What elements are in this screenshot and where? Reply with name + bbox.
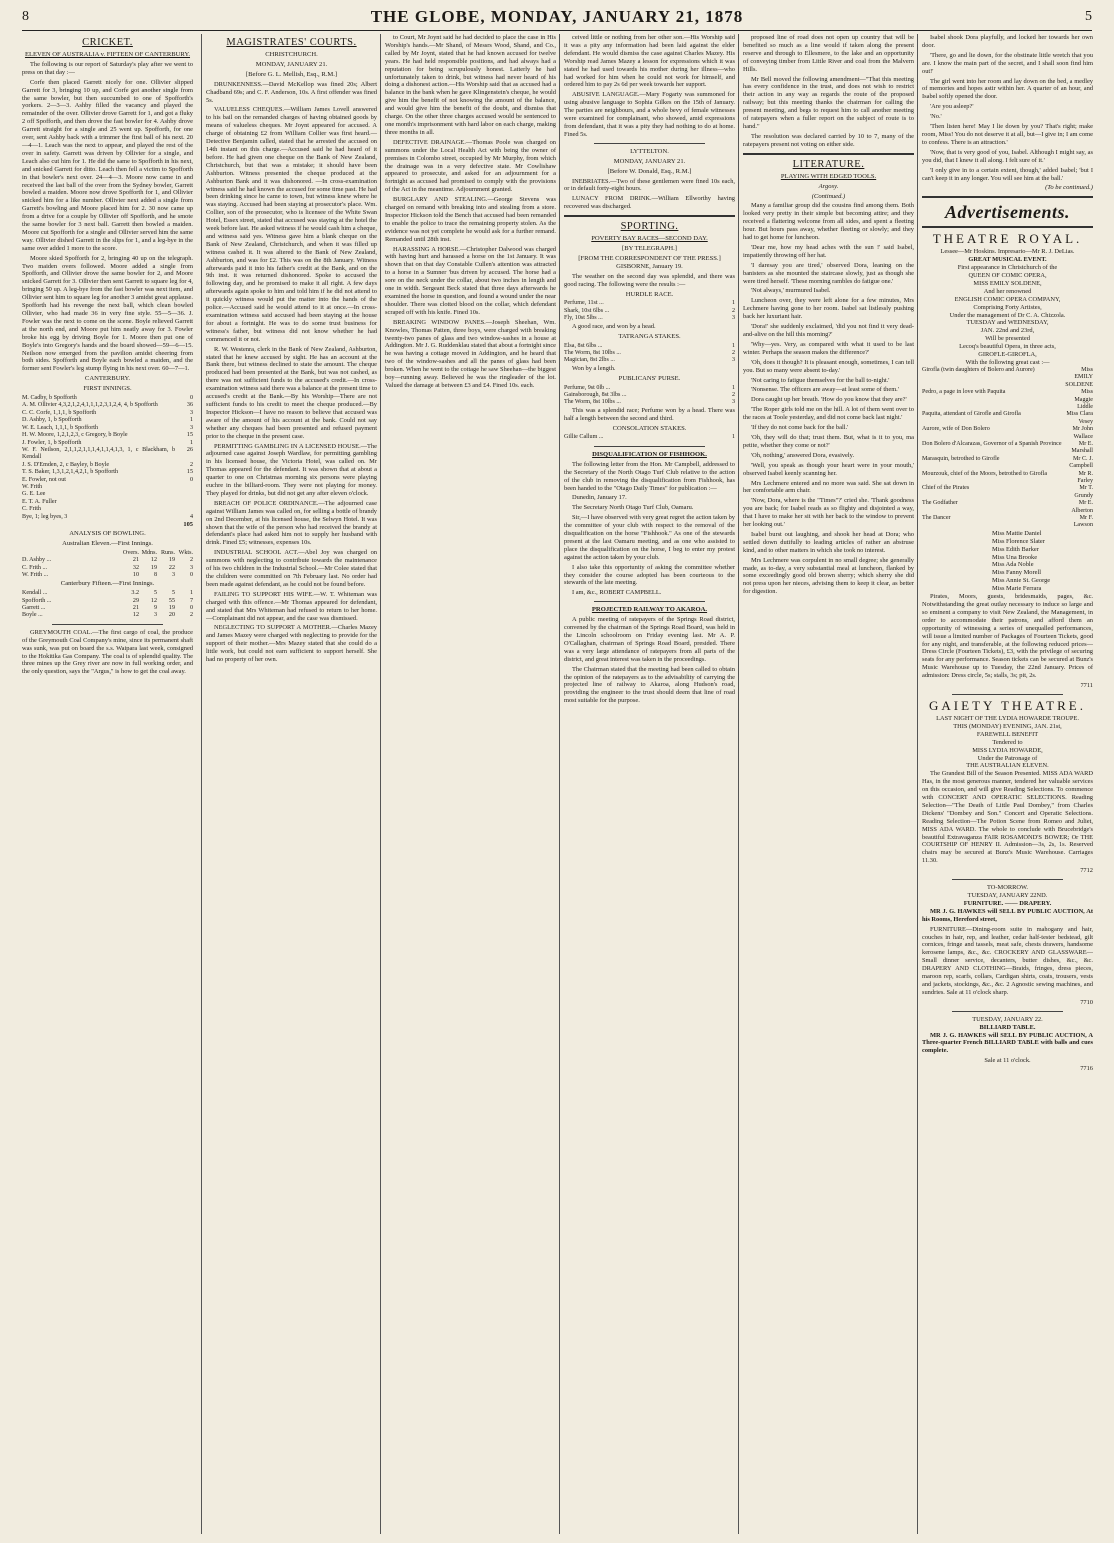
gaiety-line: LAST NIGHT OF THE LYDIA HOWARDE TROUPE.: [936, 714, 1079, 722]
bowling-analysis-table-2: [22, 590, 193, 620]
batsman-row: D. Ashby, 1, b Spofforth 1: [22, 417, 193, 424]
theatre-line: With the following great cast :—: [965, 359, 1050, 366]
theatre-line: Lecoq's beautiful Opera, in three acts,: [959, 343, 1056, 351]
story-paragraph: 'Well, you speak as though your heart were in your mouth,' observed Isabel keenly scanning her.: [743, 461, 914, 477]
letter-paragraph: Dunedin, January 17.: [572, 494, 627, 502]
race-3-title: PUBLICANS' PURSE.: [618, 374, 681, 382]
divider: [952, 1011, 1063, 1012]
divider: [743, 153, 914, 155]
hawkes-auction-1: MR J. G. HAWKES will SELL BY PUBLIC AUCTION, At his Rooms, Hereford street,: [922, 907, 1093, 923]
cast-row: Paquita, attendant of Girofle and Girofla Miss Clara Vesey: [922, 411, 1093, 425]
race-3-note: This was a splendid race; Perfume won by a head. There was half a length between the second and third.: [564, 406, 735, 422]
divider: [952, 694, 1063, 695]
batsman-row: A. M. Ollivier 4,3,2,1,2,4,1,1,1,2,3,1,2,4, 4, b Spofforth 36: [22, 402, 193, 409]
court-case-paragraph: BREACH OF POLICE ORDINANCE.—The adjourned case against William James was called on, for selling a bottle of brandy on 2nd December, at his licensed house, the Selwyn Hotel. It was shown that the wife of the person who had received the brandy at defendant's place had asked him not to supply her husband with drink. Fined £5; witnesses, expenses 10s.: [206, 499, 377, 547]
bowler-row: Spofforth ... 29 12 55 7: [22, 597, 193, 604]
court-case-paragraph: R. W. Westenra, clerk in the Bank of New Zealand, Ashburton, stated that he knew accused by sight. He has an account at the Bank there, but witness declined to state the amount. The cheque produced had been presented at the Bank, but was not cashed, as there was not sufficient funds to the accused's credit.—In cross-examination witness said there was a balance at the present time to accused's credit at the Bank.—By his Worship—There are not sufficient funds to his credit to meet the cheque produced.—By Inspector Hickson—I have no reason to believe that accused was aware of the amount of his account at the bank. Could not say whether any cheques had been presented and refused payment prior to the cheque in the present case.: [206, 345, 377, 440]
race-result-row: Perfume, 9st 0lb ... 1: [564, 384, 735, 391]
cast-row: Aurore, wife of Don Bolero Mr John Wallace: [922, 426, 1093, 440]
scorecard-table: [22, 395, 193, 521]
story-paragraph: Many a familiar group did the cousins find among them. Both looked very pretty in their simple but becoming attire; and they received a flattering welcome from all sides, and spent a fleeting hour. But hours pass away, whether fleeting or slowly; and they had to get home for luncheon.: [743, 202, 914, 242]
analysis-title: ANALYSIS OF BOWLING.: [69, 529, 146, 537]
sporting-heading: SPORTING.: [620, 221, 679, 233]
tuesday-label: TUESDAY, JANUARY 22ND.: [967, 892, 1048, 899]
analysis2-subtitle: Canterbury Fifteen.—First Innings.: [60, 580, 155, 588]
column-4: [559, 34, 735, 1534]
column-3: [380, 34, 556, 1534]
cousin-actress: Miss Marie Ferrara: [992, 585, 1042, 593]
story-title: PLAYING WITH EDGED TOOLS.: [780, 172, 877, 180]
gaiety-line: FAREWELL BENEFIT: [976, 730, 1039, 738]
court-case-paragraph: to Court, Mr Joynt said he had decided to place the case in His Worship's hands.—Mr Shand, of Messrs Wood, Shand, and Co., called by Mr Joynt, stated that he had known accused for twelve years. He had held responsible positions, and had always had a reputation for being scrupulously honest. Latterly he had unfortunately taken to drink, but witness had never heard of his doing a dishonest action.—His Worship said that as accused had a balance in the bank when he gave Klingenstein's cheque, he would give him the benefit of not knowing the amount of the balance, and would give him the benefit of the doubt, and dismiss that charge. On the other three charges accused would be sentenced to one month's imprisonment with hard labor on each charge, making three months in all.: [385, 34, 556, 136]
hawkes-auction-2: MR J. G. HAWKES will SELL BY PUBLIC AUCTION, A Three-quarter French BILLIARD TABLE with balls and cues complete.: [922, 1031, 1093, 1055]
letter-paragraph: Sir,—I have observed with very great regret the action taken by the committee of your club with respect to the removal of the disqualification on the horse "Fishhook." As one of the stewards present at the last Oamaru meeting, and as one who assisted to place the disqualification on the horse, I beg to enter my protest against the action taken by your club.: [564, 514, 735, 561]
theatre-royal-details: [922, 264, 1093, 367]
batsman-row: E. Fowler, not out 0: [22, 476, 193, 483]
column-cricket: [22, 34, 193, 1534]
court-case-paragraph: NEGLECTING TO SUPPORT A MOTHER.—Charles Mazey and James Mazey were charged with neglecting to provide for the support of their mother.—Mrs Mazey stated that she could do a little work, but could not earn sufficient to support herself. She had no property of her own.: [206, 624, 377, 664]
story-paragraph: Luncheon over, they were left alone for a few minutes, Mrs Lechmere having gone to her room. Isabel sat listlessly pushing back her luxuriant hair.: [743, 297, 914, 321]
theatre-line: JAN. 22nd and 23rd,: [980, 327, 1035, 335]
story-paragraph: 'I daresay you are tired,' observed Dora, leaning on the banisters as she mounted the staircase slowly, just as though she were tired herself. 'These morning rambles do fatigue one.': [743, 261, 914, 285]
cricket-subheading: ELEVEN OF AUSTRALIA v. FIFTEEN OF CANTERBURY.: [24, 51, 191, 58]
theatre-event: GREAT MUSICAL EVENT.: [968, 256, 1047, 264]
cast-row: The Godfather Mr E. Alberton: [922, 500, 1093, 514]
cricket-heading: CRICKET.: [82, 37, 133, 48]
bowler-row: C. Frith ... 32 19 22 3: [22, 564, 193, 571]
letter-paragraph: The Secretary North Otago Turf Club, Oamaru.: [572, 504, 694, 512]
story-source: Argosy.: [818, 182, 839, 190]
story-paragraph: 'Then listen here! May I lie down by you? That's right; make room, Miss! You do not deserve it at all, but—I give in; I am come to confess. There is an attraction.': [922, 123, 1093, 146]
court-case-paragraph: DEFECTIVE DRAINAGE.—Thomas Poole was charged on summons under the Local Health Act with being the owner of premises in Colombo street, occupied by Mr Murphy, from which the drainage was in a very defective state. Mr Cowlishaw appeared to prosecute, and asked for an adjournment for a fortnight as accused had promised to comply with the provisions of the Act in the meantime. Adjournment granted.: [385, 138, 556, 194]
story-paragraph: Mrs Lechmere entered and no more was said. She sat down in her comfortable arm chair.: [743, 479, 914, 495]
article-paragraph: The resolution was declared carried by 10 to 7, many of the ratepayers present not voting on either side.: [743, 132, 914, 148]
court-case-paragraph: INDUSTRIAL SCHOOL ACT.—Abel Joy was charged on summons with neglecting to contribute towards the maintenance of his two children in the Industrial School.—Mr Colee stated that the children were committed on 7th February last. No order had been made against defendant, as he could not be found before.: [206, 549, 377, 588]
fishhook-article: [564, 461, 735, 598]
theatre-line: GIROFLE-GIROFLA,: [978, 351, 1037, 359]
coal-paragraph: GREYMOUTH COAL.—The first cargo of coal, the produce of the Greymouth Coal Company's mine, since its permanent shaft was sunk, was put on board the s.s. Waipara last week, consigned to the Hokitika Gas Company. The coal is of splendid quality. The three mines up the Grey river are now in full working order, and the only question, says the "Argus," is how to get the coal away.: [22, 628, 193, 676]
advertisements-heading: Advertisements.: [945, 202, 1070, 223]
column-advertisements: [917, 34, 1093, 1534]
theatre-line: First appearance in Christchurch of the: [957, 264, 1058, 272]
cousin-actress: Miss Annie St. George: [992, 577, 1051, 585]
story-paragraph: Mrs Lechmere was corpulent in no small degree; she generally made, as to-day, a very substantial meal at luncheon, flanked by some exceedingly good old brown sherry; which sherry she did not press upon her nieces, advising them to keep it clear, as better for digestion.: [743, 556, 914, 596]
cast-row: Don Bolero d'Alcarazas, Governor of a Spanish Province Mr E. Marshall: [922, 440, 1093, 455]
story-paragraph: Dora caught up her breath. 'How do you know that they are?': [751, 396, 907, 404]
gaiety-line: Under the Patronage of: [977, 754, 1038, 762]
gaiety-line: THIS (MONDAY) EVENING, JAN. 21st,: [953, 722, 1062, 730]
gaiety-theatre-title: GAIETY THEATRE.: [929, 697, 1086, 713]
letter-paragraph: I am, &c., ROBERT CAMPBELL.: [572, 589, 662, 597]
article-paragraph: Mr Bell moved the following amendment—"That this meeting has every confidence in the trust, and does not wish to restrict their action in any way as regards the route of the proposed railway; but this meeting thanks the chairman for calling the present meeting, and begs to request him to call another meeting of ratepayers when a fuller report on the subject of route is to hand.": [743, 75, 914, 130]
theatre-royal-title: THEATRE ROYAL.: [932, 231, 1083, 247]
cast-row: The Dancer Mr F. Lawson: [922, 515, 1093, 529]
letter-paragraph: I also take this opportunity of asking the committee whether they consider the course adopted has been courteous to the stewards of the late meeting.: [564, 563, 735, 587]
bowler-row: Boyle ... 12 3 20 2: [22, 612, 193, 619]
cast-table: [922, 367, 1093, 530]
theatre-line: TUESDAY and WEDNESDAY,: [966, 319, 1049, 327]
court-case-paragraph: FAILING TO SUPPORT HIS WIFE.—W. T. Whiteman was charged with this offence.—Mr Thomas appeared for defendant, and stated that Mrs Whiteman had refused to return to her home.—Complainant did not appear, and the case was dismissed.: [206, 590, 377, 622]
bowler-row: Kendall ... 3.2 5 5 1: [22, 590, 193, 597]
gaiety-details: [922, 715, 1093, 770]
letter-paragraph: The following letter from the Hon. Mr Campbell, addressed to the Secretary of the North Otago Turf Club relative to the action of the club in removing the disqualification from Fishhook, has been handed to the "Otago Daily Times" for publication :—: [564, 460, 735, 492]
race-1-note: A good race, and won by a head.: [572, 322, 656, 330]
hawkes-auction-2-sale: Sale at 11 o'clock.: [984, 1057, 1031, 1065]
fishhook-heading: DISQUALIFICATION OF FISHHOOK.: [592, 450, 707, 458]
story-paragraph: 'Now, Dora, where is the "Times"?' cried she. 'Thank goodness you are back; for Isabel reads as so flighty and disjointed a way, that I have to make her sit with her back to the window to prevent her looking out.': [743, 497, 914, 529]
race-2-note: Won by a length.: [572, 364, 616, 372]
page-number-right: 5: [1085, 9, 1092, 24]
article-paragraph: The Chairman stated that the meeting had been called to obtain the opinion of the ratepayers as to the advisability of carrying the projected line of railway to Akaroa, along Hudson's road, providing the engineer to the trust should deem that line of road most suitable for the purpose.: [564, 665, 735, 705]
story-paragraph: 'Dear me, how my head aches with the sun !' said Isabel, impatiently throwing off her hat.: [743, 243, 914, 259]
race-result-row: Perfume, 11st ... 1: [564, 300, 735, 307]
billiard-heading: BILLIARD TABLE.: [979, 1023, 1036, 1031]
court-case-paragraph: BREAKING WINDOW PANES.—Joseph Sheehan, Wm. Knowles, Thomas Patten, three boys, were charged with breaking twenty-two panes of glass and two window-sashes in a house at Addington. Mr J. G. Ruddenklau stated that about a fortnight since he was having a cottage moved in Addington, and he heard that two of the window-sashes and all the panes of glass had been broken. When he went to the cottage he saw Sheehan—the biggest boy—running away. Believed he was the ringleader of the lot. Valued the damage at between £3 and £4. Fined 10s. each.: [385, 318, 556, 389]
cast-row: Mourzouk, chief of the Moors, betrothed to Girofla Mr R. Farley: [922, 470, 1093, 484]
cast-row: Pedro, a page in love with Paquita Miss Maggie Liddle: [922, 389, 1093, 410]
story-paragraph: 'Not caring to fatigue themselves for the ball to-night.': [751, 376, 890, 384]
court-case-paragraph: BURGLARY AND STEALING.—George Stevens was charged on remand with breaking into and stealing from a store. Inspector Hickson told the Bench that accused had been remanded to enable the police to trace the remaining property stolen. As the evidence was not yet complete he would ask for a further remand. Remanded until 28th inst.: [385, 196, 556, 243]
column-magistrates: [201, 34, 377, 1534]
court-case-paragraph: VALUELESS CHEQUES.—William James Lovell answered to his bail on the remanded charges of having obtained goods by means of valueless cheques. Mr Joynt appeared for accused. A charge of obtaining £2 from William Collier was first heard.—Detective Benjamin called, stated that he arrested the accused on 14th instant on this charge.—Accused said he had heard of it before. He had given one cheque on the Bank of New Zealand, Christchurch, but that was a mistake; it should have been Ashburton. Witness presented the cheque produced at the Ashburton Bank and it was dishonored. —In cross-examination witness said he had known the accused for some time past. He had been drinking since he came to town, but witness knew where he was staying. Accused had been staying at prosecutor's place. Wm. Collier, son of the prosecutor, who is licensee of the White Swan Hotel, Essex street, stated that accused was staying at the hotel the week before last. He asked witness if he would cash him a cheque, and witness said yes. Witness gave him a blank cheque on the Bank of New Zealand, Christchurch, and when it was filled up witness cashed it. It was altered to the Bank of New Zealand, Ashburton, and was for £2. This was on the 8th January. Witness afterwards paid it into his father's credit at the Bank, and on the 9th inst. it was returned dishonored. Spoke to accused the following day, and he promised to make it all right. A few days afterwards again spoke to him and told him if he did not attend to it quickly witness would put the matter into the hands of the police.—Accused said he would attend to it at once.—In cross-examination witness said accused had been staying at the house for about a fortnight. He was to do some trust business for witness's father, but witness did not know whether he had commenced it or not.: [206, 106, 377, 343]
court-case-paragraph: ceived little or nothing from her other son.—His Worship said it was a pity any information had been laid against the elder defendant. He would dismiss the case against Charles Mazey. His Worship read James Mazey a lesson for expressions which it was stated he had used towards his mother during her illness—who had worked for him when he could not work for himself, and ordered him to pay 2s 6d per week towards her support.: [564, 34, 735, 89]
to-be-continued: (To be continued.): [1045, 184, 1093, 192]
theatre-line: MISS EMILY SOLDENE,: [973, 279, 1042, 287]
race-1-title: HURDLE RACE.: [625, 290, 674, 298]
story-paragraph: 'Oh, nothing,' answered Dora, evasively.: [751, 451, 855, 459]
story-paragraph: 'Dora!' she suddenly exclaimed, 'did you not find it very dead-and-alive on the hill this morning?': [743, 323, 914, 338]
cousins-list: [922, 530, 1093, 593]
race-2-results: [564, 343, 735, 365]
story-paragraph: Isabel burst out laughing, and shook her head at Dora; who settled down dutifully to leading articles of rather an abstruse kind, and to other matters in which she took no interest.: [743, 530, 914, 554]
court-date: MONDAY, JANUARY 21.: [255, 60, 328, 68]
race-result-row: Magician, 8st 2lbs ... 3: [564, 357, 735, 364]
batsman-row: H. W. Moore, 1,2,1,2,3, c Gregory, b Boyle 15: [22, 432, 193, 439]
batsman-row: G. E. Lee: [22, 491, 46, 498]
story-paragraph: 'Why—yes. Very, as compared with what it used to be last winter. Perhaps the season makes the difference?': [743, 340, 914, 356]
telegraph-note: [BY TELEGRAPH.]: [622, 245, 677, 253]
race-result-row: Gainsborough, 8st 3lbs ... 2: [564, 391, 735, 398]
ad-number: 7710: [1080, 998, 1093, 1006]
page-number-left: 8: [22, 9, 29, 24]
cast-row: Marasquin, betrothed to Girofle Mr C. J. Campbell: [922, 455, 1093, 470]
cousin-actress: Miss Ada Noble: [992, 561, 1034, 569]
races-intro: The weather on the second day was splendid, and there was good racing. The following were the results :—: [564, 272, 735, 288]
theatre-line: QUEEN OF COMIC OPERA,: [968, 272, 1047, 280]
analysis-header-row: Overs. Mdns. Runs. Wkts.: [122, 549, 193, 556]
lyttelton-before: [Before W. Donald, Esq., R.M.]: [607, 167, 692, 175]
race-1-results: [564, 300, 735, 322]
races-heading: POVERTY BAY RACES—SECOND DAY.: [591, 235, 708, 243]
race-result-row: Elsa, 8st 6lbs ... 1: [564, 342, 735, 349]
column-3-article: [385, 34, 556, 390]
bowler-row: Garrett ... 21 9 19 0: [22, 605, 193, 612]
cricket-article: [22, 61, 193, 373]
court-case-paragraph: HARASSING A HORSE.—Christopher Dalwood was charged with having hurt and harassed a horse on the 1st January. It was shown that on that day Constable Cullen's attention was attracted to a horse in a Sumner 'bus driven by accused. The horse had a sore on the neck under the collar, about two inches in length and one in width. Sergeant Beck stated that three days afterwards he examined the horse in question, and found a wound under the near shoulder. There was clotted blood on the collar, which defendant scraped off with his knife. Fined 10s.: [385, 245, 556, 316]
tomorrow-label: TO-MORROW.: [986, 884, 1028, 892]
batsman-row: C. C. Corfe, 1,1,1, b Spofforth 3: [22, 409, 193, 416]
court-place: CHRISTCHURCH.: [265, 51, 318, 58]
column-5-article: [743, 34, 914, 149]
furniture-heading: FURNITURE. —— DRAPERY.: [963, 899, 1052, 907]
theatre-line: ENGLISH COMIC OPERA COMPANY,: [954, 295, 1061, 303]
race-4-results: [564, 434, 735, 441]
divider: [922, 226, 1093, 228]
lyttelton-article: [564, 178, 735, 212]
divider: [594, 601, 705, 602]
cast-row: Chief of the Pirates Mr T. Grundy: [922, 485, 1093, 499]
ad-number: 7711: [1080, 682, 1093, 690]
batsman-row: J. S. D'Emden, 2, c Bayley, b Boyle 2: [22, 461, 193, 468]
masthead: [22, 4, 1092, 31]
divider: [594, 446, 705, 447]
gaiety-notice: The Grandest Bill of the Season Presented. MISS ADA WARD Has, in the most generous manner, tendered her valuable services on this occasion, and will give Reading Selections. To commence with CONCERT AND OPERATIC SELECTIONS. Reading Selection—"The Death of Little Paul Dombey," from Charles Dickens' "Dombey and Son." Concert and Operatic Selections. Reading Selection—The Potion Scene from Romeo and Juliet, MISS ADA WARD. The whole to conclude with Brucebridge's beautiful Extravaganza FAIR ROSAMOND'S BOWER; Or THE COURTSHIP OF HENRY II. Admission—3s, 2s, 1s. Reserved chairs may be secured at Bunz's Music Warehouse. Carriages 11.30.: [922, 770, 1093, 865]
court-before: [Before G. L. Mellish, Esq., R.M.]: [245, 70, 338, 78]
story-paragraph: 'Now, that is very good of you, Isabel. Although I might say, as you did, that I knew it all along. I felt sure of it.': [922, 148, 1093, 164]
divider: [594, 143, 705, 144]
theatre-line: And her renowned: [983, 287, 1032, 295]
court-case-paragraph: PERMITTING GAMBLING IN A LICENSED HOUSE.—The adjourned case against Joseph Wardlaw, for permitting gambling in his licensed house, the Victoria Hotel, was called on. Mr Thomas appeared for the defendant. It was shown that at about a quarter to one on Christmas morning six persons were playing euchre in the billiard-room. They were not playing for money. They played for drinks, but did not get any after eleven o'clock.: [206, 442, 377, 497]
story-paragraph: 'If they do not come back for the ball.': [751, 424, 849, 432]
batsman-row: E. T. A. Fuller: [22, 498, 57, 505]
batsman-row: J. Fowler, 1, b Spofforth 1: [22, 439, 193, 446]
race-3-results: [564, 385, 735, 407]
story-paragraph: The girl went into her room and lay down on the bed, a medley of memories and hopes astir within her. A quarter of an hour, and Isabel softly opened the door.: [922, 77, 1093, 101]
ad-number: 7716: [1080, 1065, 1093, 1073]
story-paragraph: 'Not always,' murmured Isabel.: [751, 287, 831, 295]
story-paragraph: 'No.': [930, 113, 942, 121]
race-result-row: Fly, 10st 5lbs ... 3: [564, 315, 735, 322]
innings-subtitle: FIRST INNINGS.: [83, 385, 132, 393]
story-paragraph: Isabel shook Dora playfully, and locked her towards her own door.: [922, 34, 1093, 49]
race-2-title: TATRANGA STAKES.: [618, 332, 681, 340]
race-4-title: CONSOLATION STAKES.: [612, 424, 687, 432]
divider: [952, 879, 1063, 880]
akaroa-heading: PROJECTED RAILWAY TO AKAROA.: [591, 606, 708, 614]
court-case-paragraph: DRUNKENNESS.—David McKellop was fined 20s; Albert Chadband 69s; and C. F. Anderson, 10s. A first offender was fined 5s.: [206, 80, 377, 104]
batsman-row: T. S. Baker, 1,3,1,2,1,4,2,1, b Spofforth 15: [22, 469, 193, 476]
race-result-row: The Worm, 8st 10lbs ... 2: [564, 349, 735, 356]
race-result-row: The Worm, 8st 10lbs ... 3: [564, 399, 735, 406]
cousin-actress: Miss Edith Barker: [992, 545, 1039, 553]
analysis-subtitle: Australian Eleven.—First Innings.: [62, 539, 153, 547]
race-result-row: Shark, 10st 6lbs ... 2: [564, 307, 735, 314]
cousin-actress: Miss Una Brooke: [992, 553, 1038, 561]
batsman-row: C. Frith: [22, 506, 41, 513]
lyttelton-heading: LYTTELTON.: [630, 147, 669, 155]
court-case-paragraph: LUNACY FROM DRINK.—William Ellworthy having recovered was discharged.: [564, 195, 735, 211]
cast-row: Girofla (twin daughters of Bolero and Aurore) Miss EMILY SOLDENE: [922, 366, 1093, 388]
theatre-line: Comprising Forty Artistes,: [973, 303, 1042, 311]
story-paragraph: 'I only give in to a certain extent, though,' added Isabel; 'but I can't keep it in any longer. You will see him at the ball.': [922, 166, 1093, 182]
race-result-row: Gillie Callum ... 1: [564, 434, 735, 441]
court-case-paragraph: ABUSIVE LANGUAGE.—Mary Fogarty was summoned for using abusive language to Sophia Gilkes on the 15th of January. The parties are neighbours, and a whole bevy of female witnesses were examined for complainant, who showed, amid expressions from defendant, that it was a pity they had nothing to do at home. Fined 5s.: [564, 91, 735, 138]
batsman-row: M. Cadby, b Spofforth 0: [22, 395, 193, 402]
cousin-actress: Miss Fanny Morell: [992, 569, 1041, 577]
article-paragraph: proposed line of road does not open up country that will be benefited so much as a line would if taken along the present reserve and through to Ellesmere, to the lake and an opportunity of conveying timber from Little River and coal from the Malvern Hills.: [743, 34, 914, 73]
newspaper-title: THE GLOBE, MONDAY, JANUARY 21, 1878: [370, 7, 744, 26]
gaiety-line: Tendered to: [992, 738, 1023, 746]
article-paragraph: Corfe then placed Garrett nicely for one. Ollivier slipped Garrett for 3, bringing 10 up, and Corfe got another single from the same bowler, but then succumbed to one of Spofforth's yorkers. 2—3—3. Ashby filled the vacancy and played the remainder of the over. Ollivier drove Garrett for 1, and got a fluky 2 off Spofforth, and then drove the fast bowler for 4. Ashby drove Garrett straight for a single and 25 went up. Spofforth, for one over, sent Ashby back with a trimmer the first ball of his next. 20—4—1. Leach was the next to appear, and played the rest of the over in safety. Garrett was driven by Ollivier for a single, and Leach also cut him for 1. He did the same to Spofforth in his next, and snicked Garrett for ditto. Leach then fell a victim to Spofforth in that bowler's next over. 24—4—3. Moore now came in and received the last ball of the over from the Sydney bowler, Garrett bowled a maiden. Moore now drove Spofforth for 1, and Ollivier snicked him for a like number. Ollivier next added a single from Garrett's bowling and Moore placed him for 2. 30 now came up from a drive for a couple by Ollivier off Spofforth, and he smote the same bowler for 3 next ball. Garrett then bowled a maiden. Moore cut Spofforth for a single and Ollivier served him the same way. Ollivier dished Garrett in the slips for 1, and a leg-bye in the same over added 1 more to the score.: [22, 78, 193, 252]
tuesday-label-2: TUESDAY, JANUARY 22.: [972, 1015, 1043, 1023]
theatre-line: Under the management of Dr C. A. Chizzola.: [949, 311, 1066, 319]
story-paragraph: 'Oh, they will do that; trust them. But, what is it to you, ma petite, whether they come or not?': [743, 433, 914, 449]
story-body: [743, 202, 914, 596]
story-paragraph: 'Nonsense. The officers are away—at least some of them.': [751, 386, 899, 394]
story-paragraph: 'Oh, does it though? It is pleasant enough, sometimes, I can tell you. But so many were absent to-day.': [743, 358, 914, 374]
divider: [564, 215, 735, 217]
lyttelton-date: MONDAY, JANUARY 21.: [613, 157, 686, 165]
hawkes-auction-1-body: FURNITURE—Dining-room suite in mahogany and hair, couches in hair, rep, and leather, cedar half-tester bedstead, gilt cornices, fringe and tassels, meat safe, chests drawers, handsome kerosene lamps, &c., &c. CROCKERY AND GLASSWARE—Small dinner service, decanters, butter dishes, &c., &c. DRAPERY AND CLOTHING—Braids, fringes, dress pieces, maroon rep, scarfs, collars, Cardigan shirts, coats, trousers, vests and jackets, stockings, &c., &c. 2 Agnostic sewing machines, and sundries. Sale at 11 o'clock sharp.: [922, 925, 1093, 996]
story-continued: (Continued.): [811, 192, 846, 200]
magistrates-heading: MAGISTRATES' COURTS.: [226, 37, 357, 48]
batsman-row: W. F. Neilson, 2,1,1,2,1,1,1,4,1,1,4,1,3, 1, c Blackham, b Kendall 26: [22, 446, 193, 461]
story-ending: [922, 34, 1093, 182]
cousin-actress: Miss Mattie Daniel: [992, 529, 1042, 537]
article-paragraph: The following is our report of Saturday's play after we went to press on that day :—: [22, 60, 193, 76]
batsman-row: W. E. Leach, 1,1,1, b Spofforth 3: [22, 424, 193, 431]
story-paragraph: 'There, go and lie down, for the obstinate little wretch that you are. I know the main part of the secret, and I shall soon find him out!': [922, 51, 1093, 75]
batsman-row: Bye, 1; leg byes, 3 4: [22, 513, 193, 520]
column-5: [738, 34, 914, 1534]
theatre-lessee: Lessee—Mr Hoskins. Impresario—Mr R. J. DeLias.: [940, 248, 1075, 256]
literature-heading: LITERATURE.: [792, 158, 865, 170]
court-case-paragraph: INEBRIATES.—Two of these gentlemen were fined 10s each, or in default forty-eight hours.: [564, 177, 735, 193]
story-paragraph: 'Are you asleep?': [930, 103, 974, 111]
story-paragraph: 'The Roper girls told me on the hill. A lot of them went over to the races at Toole yesterday, and did not come back last night.': [743, 406, 914, 422]
ad-number: 7712: [1080, 867, 1093, 875]
article-paragraph: Moore skied Spofforth for 2, bringing 40 up on the telegraph. Two maiden overs followed. Moore added a single from Spofforth, and Ollivier drove the same bowler for 2, and Moore snicked Garrett for 3. Ollivier then sent Garrett to square leg for 4, bringing 50 up. A leg-bye from the fast bowler was next item, and Ollivier sent him to square leg for another 3 amidst great applause. Spofforth had his revenge the next ball, which clean bowled Ollivier, who had made 36 in very fine style. 55—5—36. J. Fowler was the next to come on the scene. Boyle relieved Garrett at the north end, and Moore put him neatly away for 3. Fowler broke his egg by driving Boyle for 1. Moore then put one of Boyle's into Gregory's hands and the board showed—59—6—15. Neilson now emerged from the pavilion amidst cheering from both sides. Spofforth and Boyle each bowled a maiden, and the former sent Fowler's leg stump flying in his next over. 60—7—1.: [22, 254, 193, 373]
divider: [52, 624, 163, 625]
gaiety-line: THE AUSTRALIAN ELEVEN.: [966, 762, 1049, 770]
bowler-row: W. Frith ... 10 8 3 0: [22, 571, 193, 578]
magistrates-article: [206, 81, 377, 664]
bowler-row: D. Ashby ... 21 12 19 2: [22, 557, 193, 564]
innings-title: CANTERBURY.: [84, 375, 131, 383]
bowling-analysis-table: [22, 550, 193, 580]
theatre-royal-notice: Pirates, Moors, guests, bridesmaids, pages, &c. Notwithstanding the great outlay necessary to induce so large and so eminent a company to visit New Zealand, the Management, in order to accommodate their patrons, and afford them an opportunity of witnessing a series of unequalled performances, will issue a limited number of Packages of Fourteen Tickets, good for any night, and transferable, at the following reduced prices—Dress Circle (Fourteen Tickets), £3, with the privilege of securing seats for any performance. Season tickets can be secured at Bunz's Music Warehouse up to Tuesday, the 22nd January. Prices of admission: Dress circle, 5s; stalls, 3s; pit, 2s.: [922, 593, 1093, 680]
akaroa-article: [564, 616, 735, 705]
gaiety-line: MISS LYDIA HOWARDE,: [972, 746, 1043, 754]
score-total: 105: [183, 520, 193, 528]
batsman-row: W. Frith: [22, 483, 43, 490]
columns: [22, 34, 1092, 1534]
theatre-line: Will be presented: [985, 335, 1030, 343]
cousin-actress: Miss Florence Slater: [992, 537, 1045, 545]
telegraph-from: [FROM THE CORRESPONDENT OF THE PRESS.] GISBORNE, January 19.: [578, 254, 721, 270]
article-paragraph: A public meeting of ratepayers of the Springs Road district, convened by the chairman of the Springs Road Board, was held in the Lincoln schoolroom on Friday evening last. Mr A. P. O'Callaghan, chairman of Springs Road Board, presided. There was a very large attendance of ratepayers from all parts of the district, and great interest was taken in the proceedings.: [564, 616, 735, 663]
column-4-article: [564, 34, 735, 139]
divider: [922, 196, 1093, 198]
